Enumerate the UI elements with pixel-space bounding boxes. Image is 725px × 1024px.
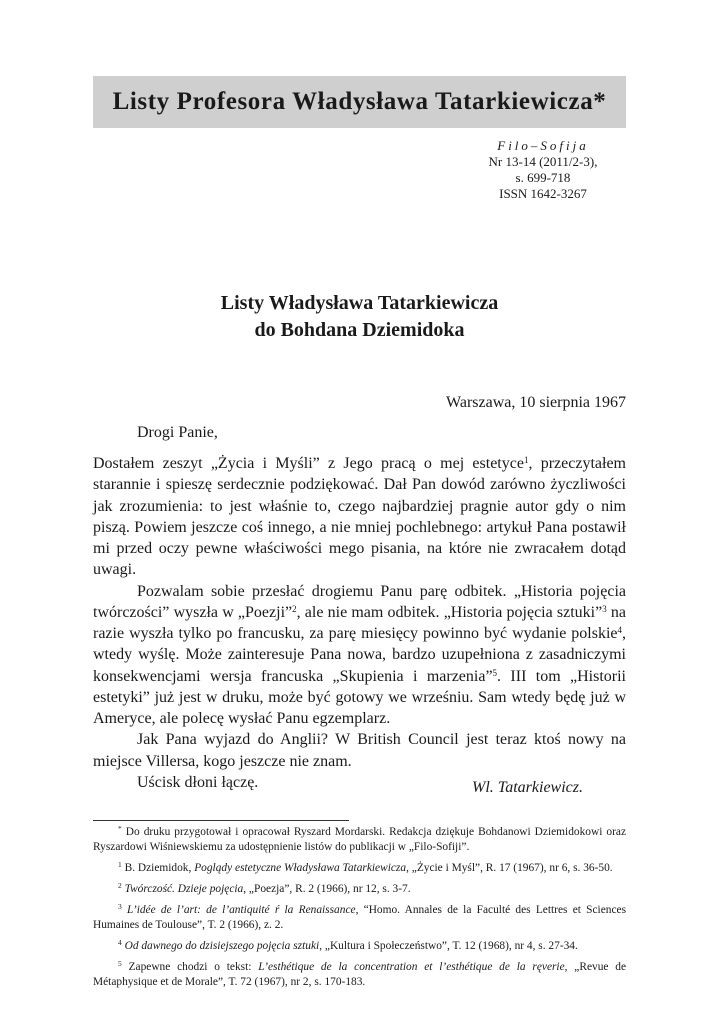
footnote-star — [93, 825, 626, 855]
title-line-2: do Bohdana Dziemidoka — [254, 319, 465, 341]
footnote-ref[interactable]: 5 — [492, 667, 498, 678]
footnote-text: , „Revue de Métaphysique et de Morale”, T. 72 (1967), nr 2, s. 170-183. — [93, 961, 627, 988]
footnote-text: Do druku przygotował i opracował Ryszard Mordarski. Redakcja dziękuje Bohdanowi Dziemidokowi oraz Ryszardowi Wiśniewskiemu za udostępnienie listów do publikacji w „Filo-Sofiji”. — [93, 826, 626, 853]
footnote-mark: * — [118, 824, 122, 833]
footnote-ref[interactable]: 2 — [292, 603, 297, 614]
footnote-ref[interactable]: 3 — [602, 603, 607, 614]
footnote-title: Od dawnego do dzisiejszego pojęcia sztuki — [121, 940, 320, 952]
footnote-text: , “Homo. Annales de la Faculté des Lettres et Sciences Humaines de Toulouse”, T. 2 (1966), z. 2. — [93, 904, 627, 931]
paragraph-3: Jak Pana wyjazd do Anglii? W British Council jest teraz ktoś nowy na miejsce Villersa, kogo jeszcze nie znam. — [93, 731, 626, 770]
footnote-text: Zapewne chodzi o tekst: — [121, 961, 259, 973]
footnote-mark: 2 — [118, 881, 122, 890]
title-line-1: Listy Władysława Tatarkiewicza — [220, 292, 499, 314]
footnote-ref[interactable]: 1 — [523, 455, 529, 465]
signature: Wl. Tatarkiewicz. — [472, 779, 583, 796]
header-banner — [93, 76, 626, 128]
article-title — [93, 290, 626, 344]
footnotes — [93, 825, 626, 996]
issue-number: Nr 13-14 (2011/2-3), — [488, 154, 598, 169]
text-run: Pozwalam sobie przesłać drogiemu Panu parę odbitek. „Historia pojęcia twórczości” wyszła w „Poezji” — [93, 582, 626, 621]
issn: ISSN 1642-3267 — [499, 186, 587, 201]
text-run: , przeczytałem starannie i spieszę serdecznie podziękować. Dał Pan dowód zarówno życzliwości jak zrozumienia: to jest właśnie to, czego najbardziej pragnie autor gdy o nim piszą. Powiem jeszcze coś innego, a nie mniej pochlebnego: artykuł Pana postawił mi przed oczy pewne właściwości mego pisania, na które nie zwracałem dotąd uwagi. — [93, 455, 626, 579]
footnote-2 — [93, 882, 626, 897]
footnote-5 — [93, 960, 626, 990]
footnote-title: Poglądy estetyczne Władysława Tatarkiewicza — [194, 862, 407, 874]
footnote-3 — [93, 903, 626, 933]
text-run: . III tom „Historii estetyki” już jest w druku, może być gotowy we wrześniu. Sam wtedy będę już w Ameryce, ale polecę wysłać Panu egzemplarz. — [93, 667, 626, 727]
footnote-title: Twórczość. Dzieje pojęcia — [121, 883, 244, 895]
banner-title: Listy Profesora Władysława Tatarkiewicza* — [112, 88, 607, 115]
letter-date: Warszawa, 10 sierpnia 1967 — [446, 394, 626, 411]
footnote-1 — [93, 861, 626, 876]
paragraph-1 — [93, 453, 626, 581]
text-run: Dostałem zeszyt „Życia i Myśli” z Jego pracą o mej estetyce — [93, 455, 524, 472]
paragraph-2 — [93, 581, 626, 730]
footnote-mark: 1 — [118, 860, 122, 869]
letter-body — [93, 453, 626, 793]
footnote-4 — [93, 939, 626, 954]
footnote-text: , „Życie i Myśl”, R. 17 (1967), nr 6, s. 36-50. — [406, 862, 613, 874]
footnote-title: L’idée de l’art: de l’antiquité ŕ la Renaissance — [121, 904, 356, 916]
footnote-text: , „Poezja”, R. 2 (1966), nr 12, s. 3-7. — [243, 883, 411, 895]
text-run: , ale nie mam odbitek. „Historia pojęcia sztuki” — [296, 603, 603, 621]
footnote-mark: 4 — [118, 938, 122, 947]
text-run: , wtedy wyślę. Może zainteresuje Pana nowa, bardzo uzupełniona z zasadniczymi konsekwencjami wersja francuska „Skupienia i marzenia” — [93, 625, 626, 685]
footnote-mark: 3 — [118, 902, 122, 911]
journal-name: Filo–Sofija — [497, 138, 589, 153]
page-range: s. 699-718 — [515, 170, 571, 185]
footnote-mark: 5 — [118, 959, 122, 968]
citation-block — [440, 138, 646, 202]
text-run: na razie wyszła tylko po francusku, za parę miesięcy powinno być wydanie polskie — [93, 603, 626, 642]
letter-salutation: Drogi Panie, — [137, 424, 218, 441]
footnote-ref[interactable]: 4 — [617, 625, 622, 635]
paragraph-4: Uścisk dłoni łączę. — [137, 773, 259, 791]
footnote-title: L’esthétique de la concentration et l’esthétique de la ręverie — [258, 961, 565, 973]
footnote-divider — [93, 820, 349, 821]
footnote-text: , „Kultura i Społeczeństwo”, T. 12 (1968), nr 4, s. 27-34. — [319, 940, 578, 952]
footnote-text: B. Dziemidok, — [121, 862, 195, 874]
